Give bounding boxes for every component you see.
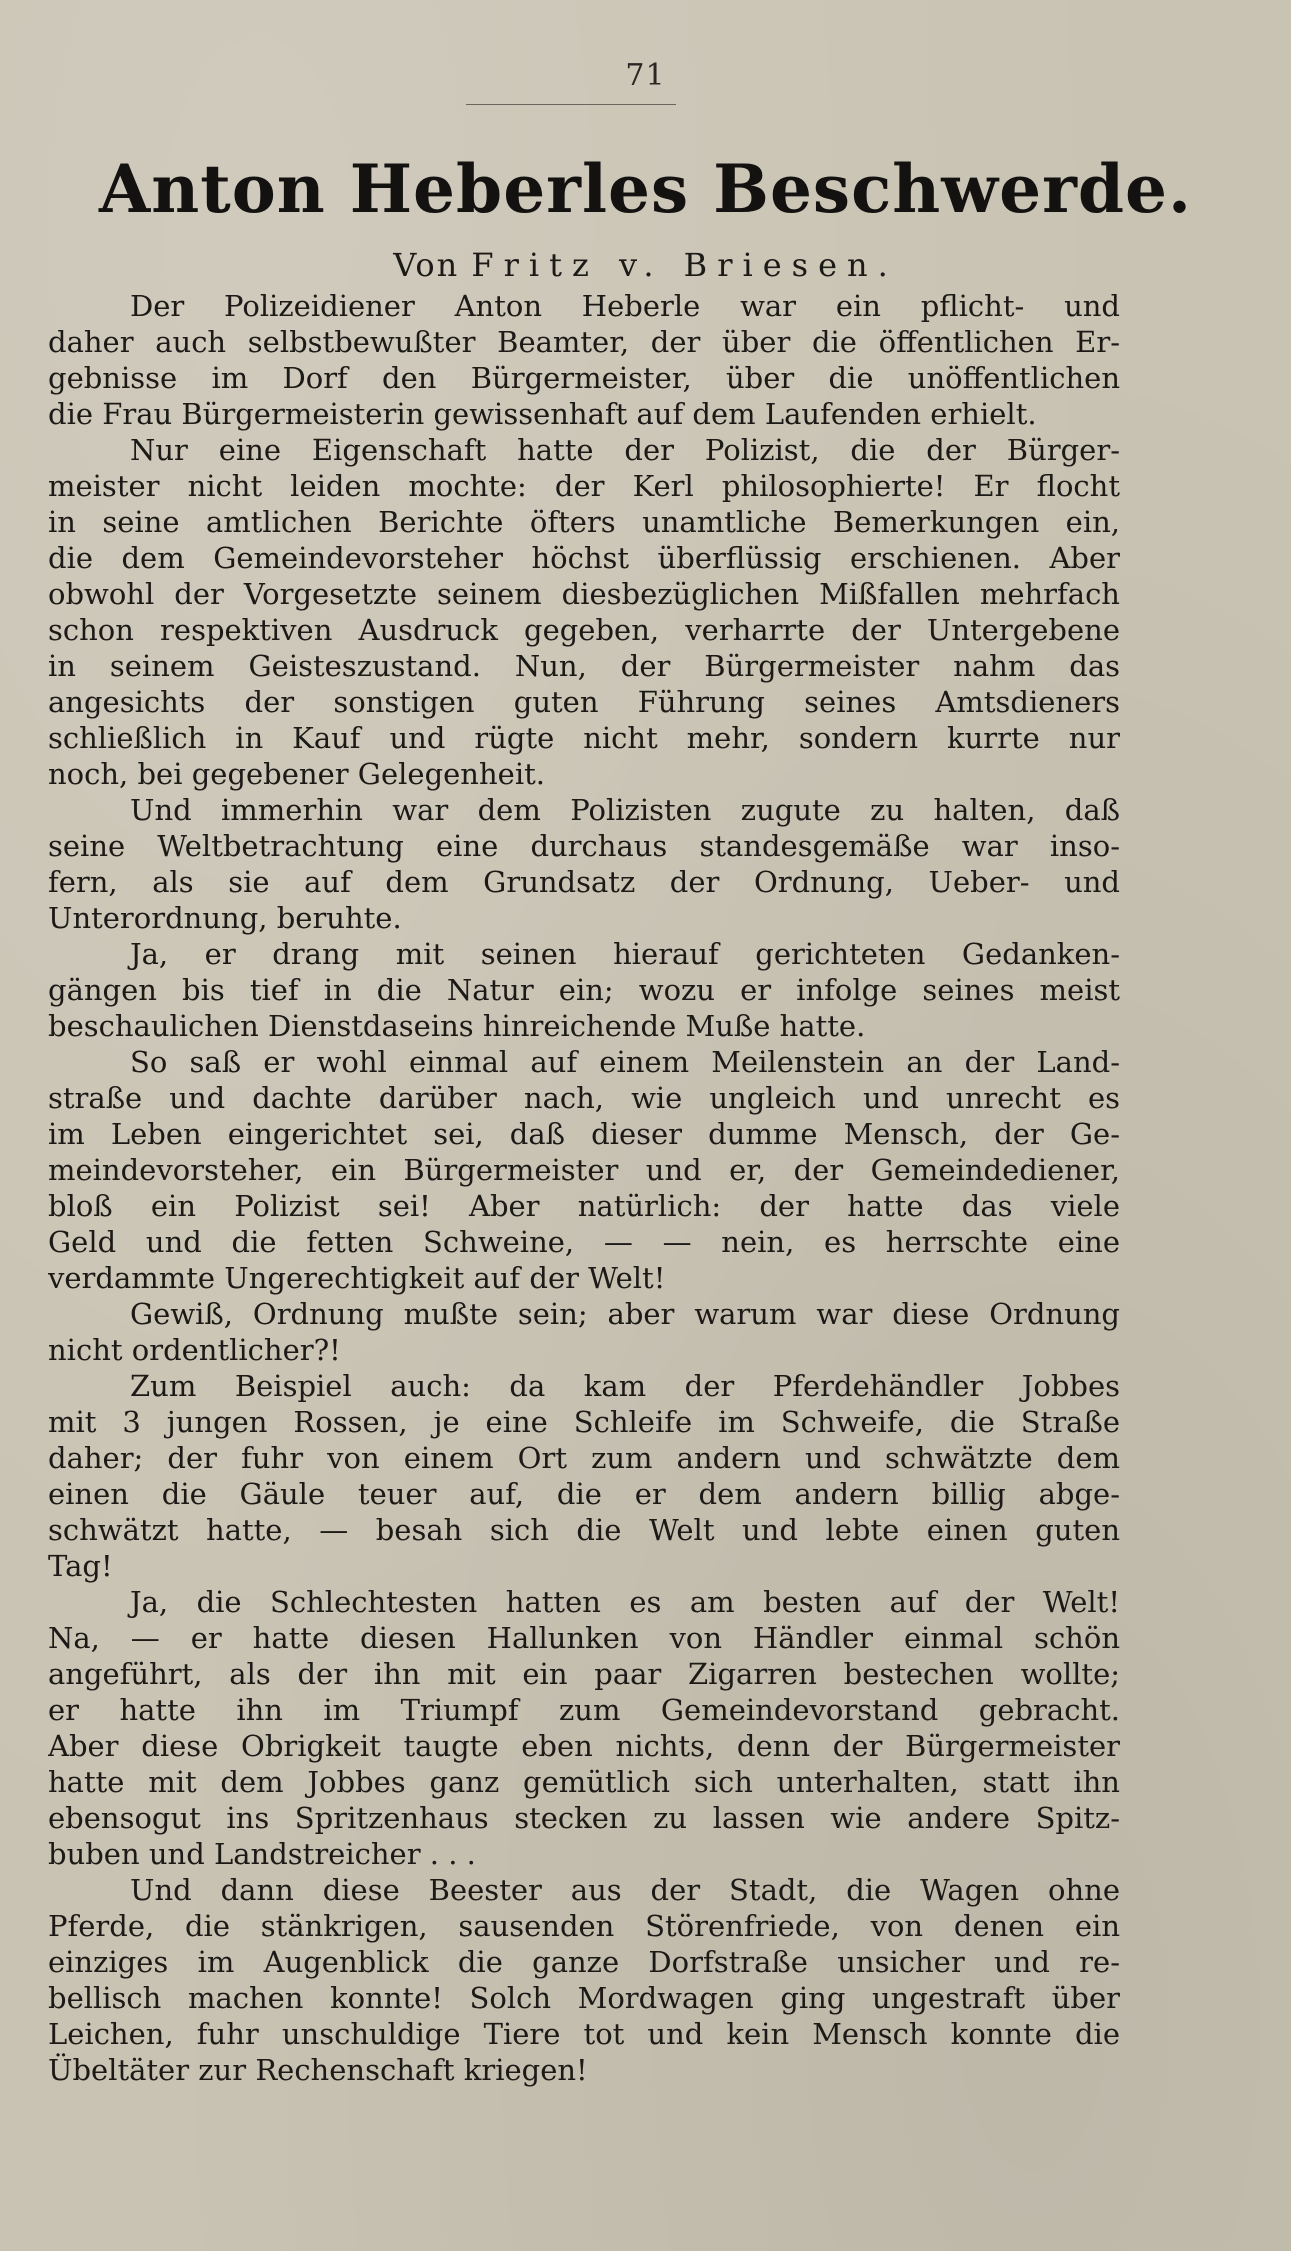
paragraph [48, 432, 1120, 792]
text-line: er hatte ihn im Triumpf zum Gemeindevorstand gebracht. [48, 1693, 1120, 1727]
text-line: mit 3 jungen Rossen, je eine Schleife im Schweife, die Straße [48, 1405, 1120, 1439]
paragraph [48, 1044, 1120, 1296]
story-text [48, 288, 1120, 2088]
byline-prefix: Von [393, 246, 460, 284]
text-line: Ja, die Schlechtesten hatten es am besten auf der Welt! [130, 1585, 1120, 1619]
text-line: So saß er wohl einmal auf einem Meilenstein an der Land- [130, 1045, 1120, 1079]
text-line: schon respektiven Ausdruck gegeben, verharrte der Untergebene [48, 613, 1120, 647]
text-line: Geld und die fetten Schweine, — — nein, es herrschte eine [48, 1225, 1120, 1259]
text-line: Unterordnung, beruhte. [48, 901, 402, 935]
text-line: in seine amtlichen Berichte öfters unamtliche Bemerkungen ein, [48, 505, 1120, 539]
text-line: einen die Gäule teuer auf, die er dem andern billig abge- [48, 1477, 1120, 1511]
text-line: ebensogut ins Spritzenhaus stecken zu lassen wie andere Spitz- [48, 1801, 1120, 1835]
text-line: Na, — er hatte diesen Hallunken von Händler einmal schön [48, 1621, 1120, 1655]
text-line: Aber diese Obrigkeit taugte eben nichts, denn der Bürgermeister [48, 1729, 1120, 1763]
text-line: gebnisse im Dorf den Bürgermeister, über die unöffentlichen [48, 361, 1120, 395]
paragraph [48, 936, 1120, 1044]
paragraph [48, 288, 1120, 432]
text-line: Gewiß, Ordnung mußte sein; aber warum war diese Ordnung [130, 1297, 1120, 1331]
text-line: Ja, er drang mit seinen hierauf gerichteten Gedanken- [130, 937, 1120, 971]
text-line: in seinem Geisteszustand. Nun, der Bürgermeister nahm das [48, 649, 1120, 683]
text-line: gängen bis tief in die Natur ein; wozu er infolge seines meist [48, 973, 1120, 1007]
text-line: meister nicht leiden mochte: der Kerl philosophierte! Er flocht [48, 469, 1120, 503]
text-line: fern, als sie auf dem Grundsatz der Ordnung, Ueber- und [48, 865, 1120, 899]
text-line: Und dann diese Beester aus der Stadt, die Wagen ohne [130, 1873, 1120, 1907]
paragraph [48, 1584, 1120, 1872]
text-line: bloß ein Polizist sei! Aber natürlich: der hatte das viele [48, 1189, 1120, 1223]
text-line: Tag! [48, 1549, 113, 1583]
story-title: Anton Heberles Beschwerde. [99, 150, 1192, 228]
text-line: schließlich in Kauf und rügte nicht mehr, sondern kurrte nur [48, 721, 1120, 755]
text-line: beschaulichen Dienstdaseins hinreichende Muße hatte. [48, 1009, 866, 1043]
text-line: die Frau Bürgermeisterin gewissenhaft auf dem Laufenden erhielt. [48, 397, 1037, 431]
text-line: nicht ordentlicher?! [48, 1333, 341, 1367]
text-line: Der Polizeidiener Anton Heberle war ein pflicht- und [130, 289, 1120, 323]
text-line: Nur eine Eigenschaft hatte der Polizist, die der Bürger- [130, 433, 1120, 467]
text-line: hatte mit dem Jobbes ganz gemütlich sich unterhalten, statt ihn [48, 1765, 1120, 1799]
byline [0, 246, 1291, 284]
paragraph [48, 792, 1120, 936]
text-line: im Leben eingerichtet sei, daß dieser dumme Mensch, der Ge- [48, 1117, 1120, 1151]
page-number-rule [466, 104, 676, 105]
text-line: Pferde, die stänkrigen, sausenden Störenfriede, von denen ein [48, 1909, 1120, 1943]
text-line: Übeltäter zur Rechenschaft kriegen! [48, 2053, 588, 2087]
text-line: meindevorsteher, ein Bürgermeister und er, der Gemeindediener, [48, 1153, 1120, 1187]
text-line: daher auch selbstbewußter Beamter, der über die öffentlichen Er- [48, 325, 1120, 359]
text-line: einziges im Augenblick die ganze Dorfstraße unsicher und re- [48, 1945, 1120, 1979]
text-line: angeführt, als der ihn mit ein paar Zigarren bestechen wollte; [48, 1657, 1120, 1691]
text-line: schwätzt hatte, — besah sich die Welt und lebte einen guten [48, 1513, 1120, 1547]
page-number: 71 [625, 58, 666, 93]
text-line: Zum Beispiel auch: da kam der Pferdehändler Jobbes [130, 1369, 1120, 1403]
paragraph [48, 1872, 1120, 2088]
author-name: Fritz v. Briesen. [471, 246, 898, 284]
text-line: die dem Gemeindevorsteher höchst überflüssig erschienen. Aber [48, 541, 1120, 575]
text-line: Und immerhin war dem Polizisten zugute zu halten, daß [130, 793, 1120, 827]
text-line: verdammte Ungerechtigkeit auf der Welt! [48, 1261, 666, 1295]
paragraph [48, 1368, 1120, 1584]
text-line: bellisch machen konnte! Solch Mordwagen ging ungestraft über [48, 1981, 1120, 2015]
paragraph [48, 1296, 1120, 1368]
text-line: straße und dachte darüber nach, wie ungleich und unrecht es [48, 1081, 1120, 1115]
text-line: seine Weltbetrachtung eine durchaus standesgemäße war inso- [48, 829, 1120, 863]
text-line: angesichts der sonstigen guten Führung seines Amtsdieners [48, 685, 1120, 719]
text-line: obwohl der Vorgesetzte seinem diesbezüglichen Mißfallen mehrfach [48, 577, 1120, 611]
text-line: buben und Landstreicher . . . [48, 1837, 476, 1871]
text-line: Leichen, fuhr unschuldige Tiere tot und kein Mensch konnte die [48, 2017, 1120, 2051]
text-line: daher; der fuhr von einem Ort zum andern und schwätzte dem [48, 1441, 1120, 1475]
text-line: noch, bei gegebener Gelegenheit. [48, 757, 545, 791]
